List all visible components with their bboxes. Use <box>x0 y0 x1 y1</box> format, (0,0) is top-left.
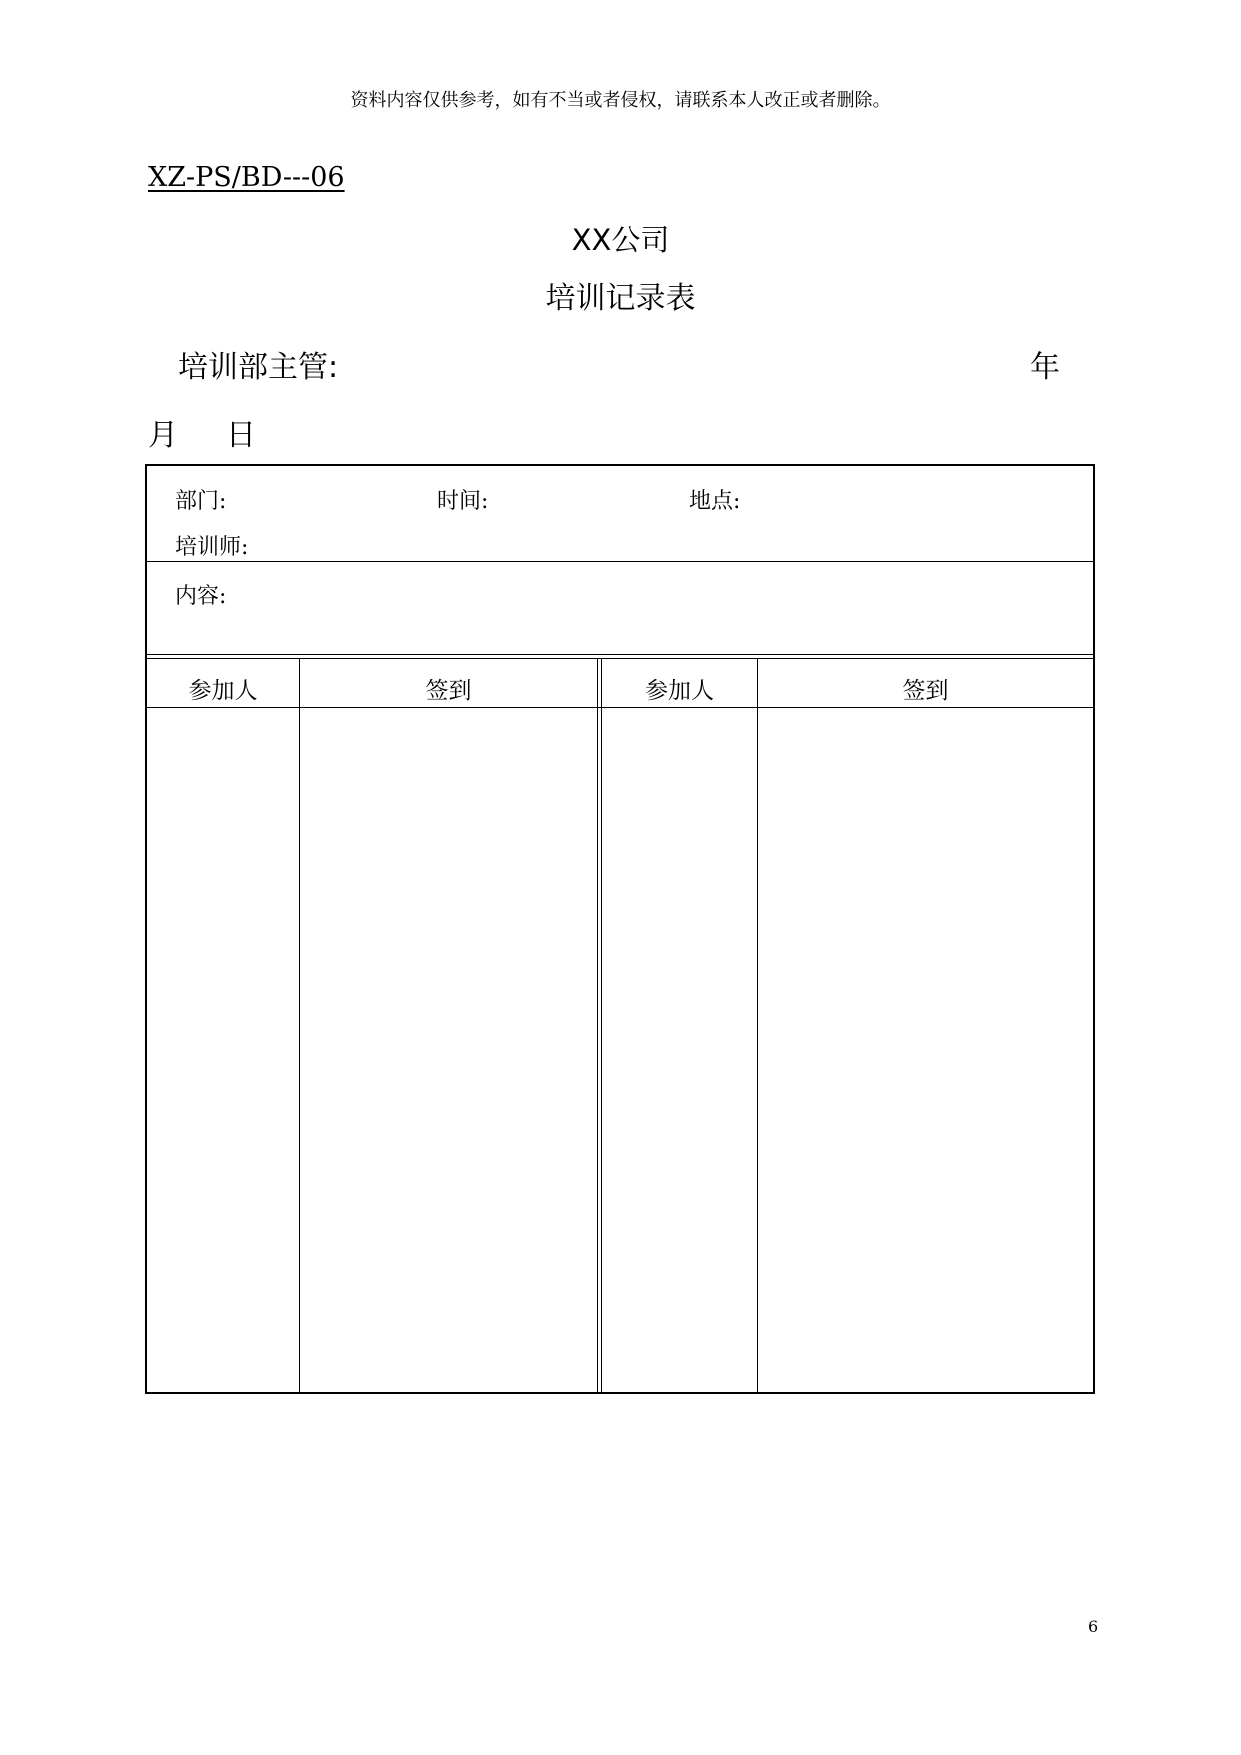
disclaimer-text: 资料内容仅供参考，如有不当或者侵权，请联系本人改正或者删除。 <box>350 90 891 111</box>
form-title: 培训记录表 <box>545 281 696 316</box>
location-label: 地点: <box>689 489 741 514</box>
content-label: 内容: <box>175 584 227 609</box>
column-header-attendee: 参加人 <box>188 678 258 704</box>
middle-divider-right <box>601 659 602 1392</box>
month-label: 月 <box>148 418 178 453</box>
department-label: 部门: <box>175 489 227 514</box>
trainer-label: 培训师: <box>175 535 249 560</box>
section-divider-top <box>147 654 1093 655</box>
header-divider <box>147 707 1093 708</box>
page-number: 6 <box>1088 1617 1099 1636</box>
column-header-signin: 签到 <box>902 678 949 704</box>
section-divider-bottom <box>147 658 1093 659</box>
company-name: XX公司 <box>571 223 670 257</box>
middle-divider-left <box>597 659 598 1392</box>
column-header-signin: 签到 <box>425 678 472 704</box>
row-divider <box>147 561 1093 562</box>
column-divider <box>299 659 300 1392</box>
column-header-attendee: 参加人 <box>645 678 714 704</box>
time-label: 时间: <box>437 489 489 514</box>
supervisor-label: 培训部主管: <box>178 350 339 385</box>
document-code: XZ-PS/BD---06 <box>148 162 345 193</box>
day-label: 日 <box>226 418 256 453</box>
column-divider <box>757 659 758 1392</box>
training-record-table <box>145 464 1095 1394</box>
year-label: 年 <box>1030 350 1060 385</box>
